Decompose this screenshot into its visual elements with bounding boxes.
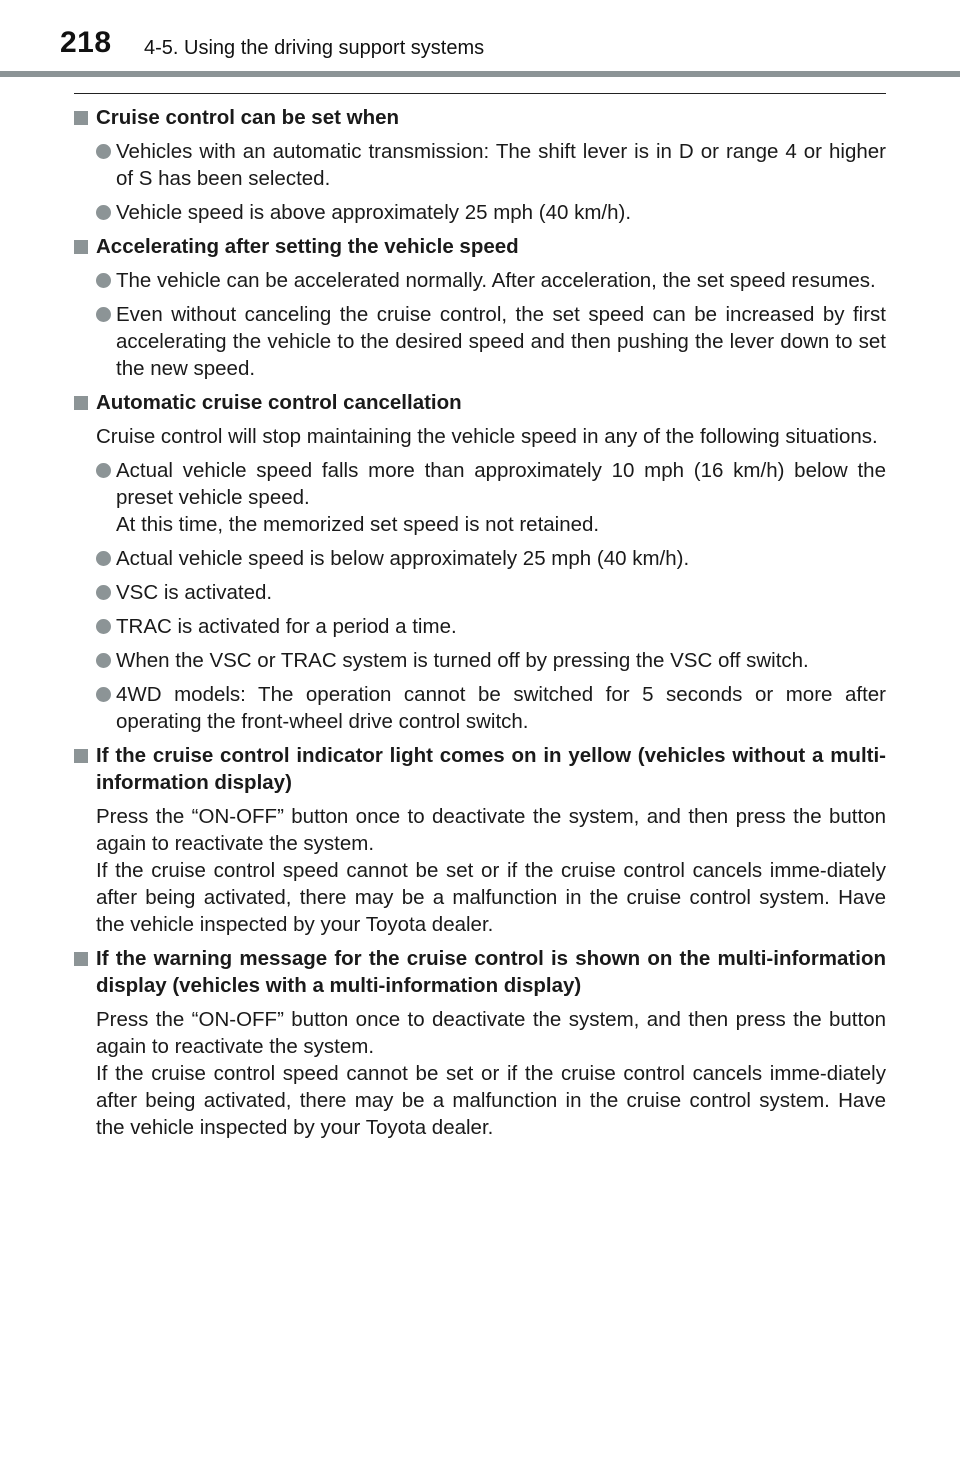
section-heading <box>74 233 886 260</box>
heading-text: If the warning message for the cruise control is shown on the multi-information display (vehicles with a multi-information display) <box>96 947 886 997</box>
list-item <box>74 199 886 226</box>
list-item-note: At this time, the memorized set speed is not retained. <box>116 513 600 536</box>
section-heading <box>74 945 886 999</box>
circle-bullet-icon <box>96 273 111 288</box>
list-item-text: Even without canceling the cruise control, the set speed can be increased by first accelerating the vehicle to the desired speed and then pushing the lever down to set the new speed. <box>116 303 886 380</box>
list-item-text: Vehicle speed is above approximately 25 mph (40 km/h). <box>116 201 632 224</box>
list-item-text: Actual vehicle speed is below approximately 25 mph (40 km/h). <box>116 547 690 570</box>
circle-bullet-icon <box>96 687 111 702</box>
heading-text: If the cruise control indicator light comes on in yellow (vehicles without a multi-information display) <box>96 744 886 794</box>
list-item <box>74 647 886 674</box>
list-item-text: 4WD models: The operation cannot be switched for 5 seconds or more after operating the front-wheel drive control switch. <box>116 683 886 733</box>
square-bullet-icon <box>74 396 88 410</box>
page-number: 218 <box>60 26 112 59</box>
section-title: 4-5. Using the driving support systems <box>144 37 485 59</box>
page-header <box>0 0 960 78</box>
list-item-text: The vehicle can be accelerated normally. After acceleration, the set speed resumes. <box>116 269 876 292</box>
square-bullet-icon <box>74 111 88 125</box>
square-bullet-icon <box>74 749 88 763</box>
list-item <box>74 267 886 294</box>
circle-bullet-icon <box>96 144 111 159</box>
square-bullet-icon <box>74 240 88 254</box>
square-bullet-icon <box>74 952 88 966</box>
list-item <box>74 545 886 572</box>
section-paragraph: If the cruise control speed cannot be set or if the cruise control cancels imme-diately after being activated, there may be a malfunction in the cruise control system. Have the vehicle inspected by your Toyota dealer. <box>96 859 886 936</box>
content-divider <box>74 93 886 94</box>
section-paragraph: If the cruise control speed cannot be set or if the cruise control cancels imme-diately after being activated, there may be a malfunction in the cruise control system. Have the vehicle inspected by your Toyota dealer. <box>96 1062 886 1139</box>
section-heading <box>74 742 886 796</box>
heading-text: Cruise control can be set when <box>96 106 400 129</box>
circle-bullet-icon <box>96 619 111 634</box>
circle-bullet-icon <box>96 205 111 220</box>
list-item-text: Vehicles with an automatic transmission: The shift lever is in D or range 4 or higher of S has been selected. <box>116 140 886 190</box>
circle-bullet-icon <box>96 551 111 566</box>
section-intro: Cruise control will stop maintaining the vehicle speed in any of the following situations. <box>96 425 878 448</box>
list-item <box>74 579 886 606</box>
list-item <box>74 457 886 538</box>
list-item-text: When the VSC or TRAC system is turned off by pressing the VSC off switch. <box>116 649 809 672</box>
section-heading <box>74 104 886 131</box>
list-item <box>74 138 886 192</box>
circle-bullet-icon <box>96 653 111 668</box>
heading-text: Automatic cruise control cancellation <box>96 391 462 414</box>
section-heading <box>74 389 886 416</box>
section-paragraph: Press the “ON-OFF” button once to deactivate the system, and then press the button again to reactivate the system. <box>96 1008 886 1058</box>
list-item-text: VSC is activated. <box>116 581 273 604</box>
list-item <box>74 301 886 382</box>
header-bar <box>0 71 960 77</box>
list-item <box>74 613 886 640</box>
list-item-text: Actual vehicle speed falls more than approximately 10 mph (16 km/h) below the preset vehicle speed. <box>116 459 886 509</box>
list-item <box>74 681 886 735</box>
heading-text: Accelerating after setting the vehicle speed <box>96 235 519 258</box>
section-paragraph: Press the “ON-OFF” button once to deactivate the system, and then press the button again to reactivate the system. <box>96 805 886 855</box>
page-content <box>74 104 886 1141</box>
circle-bullet-icon <box>96 585 111 600</box>
list-item-text: TRAC is activated for a period a time. <box>116 615 457 638</box>
circle-bullet-icon <box>96 463 111 478</box>
circle-bullet-icon <box>96 307 111 322</box>
